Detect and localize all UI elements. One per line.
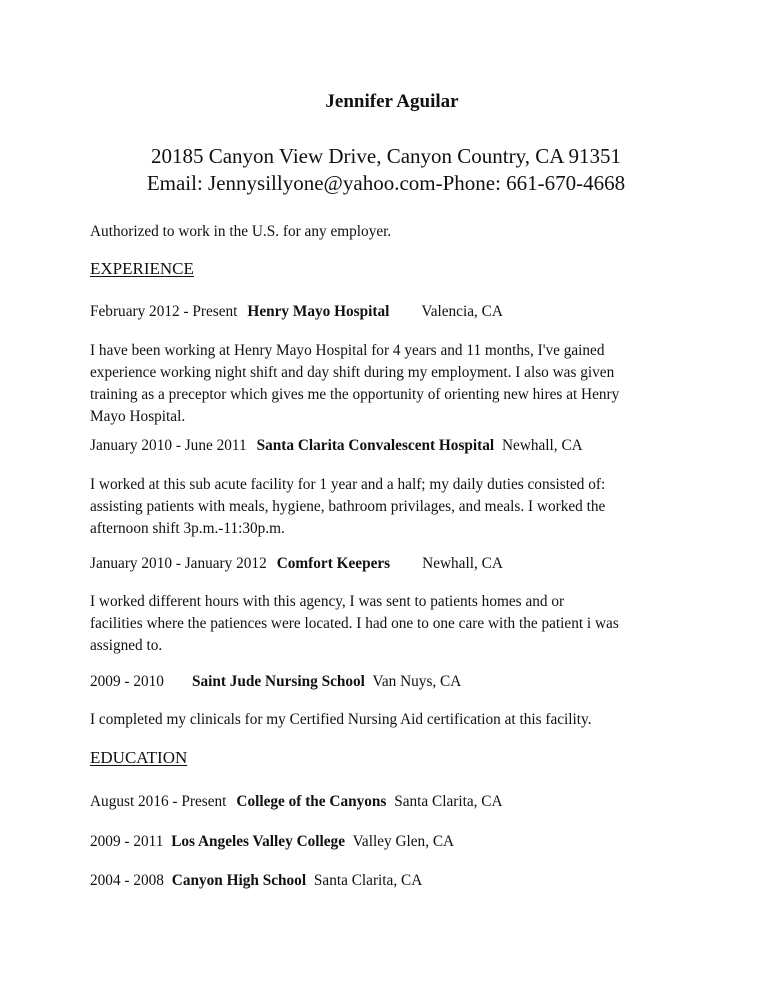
- description-line: experience working night shift and day shift during my employment. I also was given: [90, 364, 615, 381]
- description-line: I worked different hours with this agency, I was sent to patients homes and or: [90, 593, 565, 610]
- education-dates: August 2016 - Present: [90, 793, 227, 810]
- description-line: assisting patients with meals, hygiene, bathroom privilages, and meals. I worked the: [90, 498, 606, 515]
- job-dates: February 2012 - Present: [90, 303, 238, 320]
- job-employer: Comfort Keepers: [276, 555, 391, 572]
- education-school: Canyon High School: [171, 872, 307, 889]
- job-header: [90, 301, 690, 323]
- education-entry: [90, 870, 690, 892]
- job-employer: Henry Mayo Hospital: [247, 303, 390, 320]
- education-school: Los Angeles Valley College: [171, 833, 345, 850]
- job-dates: January 2010 - June 2011: [90, 437, 247, 454]
- education-entry: [90, 831, 690, 853]
- education-heading: EDUCATION: [90, 748, 188, 767]
- education-dates: 2009 - 2011: [90, 833, 164, 850]
- education-location: Valley Glen, CA: [352, 833, 455, 850]
- education-dates: 2004 - 2008: [90, 872, 164, 889]
- description-line: Mayo Hospital.: [90, 408, 186, 425]
- job-employer: Saint Jude Nursing School: [191, 673, 365, 690]
- job-location: Newhall, CA: [501, 437, 583, 454]
- contact-line: Email: Jennysillyone@yahoo.com-Phone: 661-670-4668: [146, 171, 626, 195]
- job-header: [90, 671, 690, 693]
- job-description: [90, 591, 690, 657]
- description-line: I have been working at Henry Mayo Hospital for 4 years and 11 months, I've gained: [90, 342, 605, 359]
- job-header: [90, 553, 690, 575]
- job-location: Van Nuys, CA: [372, 673, 462, 690]
- description-line: I completed my clinicals for my Certified Nursing Aid certification at this facility.: [90, 711, 592, 728]
- candidate-name: Jennifer Aguilar: [325, 91, 459, 112]
- job-header: [90, 435, 690, 457]
- job-description: [90, 474, 690, 540]
- education-entry: [90, 791, 690, 813]
- education-location: Santa Clarita, CA: [313, 872, 423, 889]
- job-description: [90, 709, 690, 731]
- address-line: 20185 Canyon View Drive, Canyon Country, CA 91351: [150, 144, 622, 168]
- job-dates: 2009 - 2010: [90, 673, 164, 690]
- description-line: I worked at this sub acute facility for 1 year and a half; my daily duties consisted of:: [90, 476, 606, 493]
- description-line: afternoon shift 3p.m.-11:30p.m.: [90, 520, 285, 537]
- education-location: Santa Clarita, CA: [394, 793, 503, 810]
- job-employer: Santa Clarita Convalescent Hospital: [256, 437, 495, 454]
- description-line: training as a preceptor which gives me the opportunity of orienting new hires at Henry: [90, 386, 620, 403]
- job-dates: January 2010 - January 2012: [90, 555, 267, 572]
- work-authorization: Authorized to work in the U.S. for any employer.: [90, 223, 392, 240]
- description-line: assigned to.: [90, 637, 163, 654]
- job-location: Newhall, CA: [422, 555, 503, 572]
- job-location: Valencia, CA: [421, 303, 503, 320]
- education-school: College of the Canyons: [236, 793, 387, 810]
- description-line: facilities where the patiences were located. I had one to one care with the patient i was: [90, 615, 619, 632]
- experience-heading: EXPERIENCE: [90, 259, 194, 278]
- job-description: [90, 340, 690, 428]
